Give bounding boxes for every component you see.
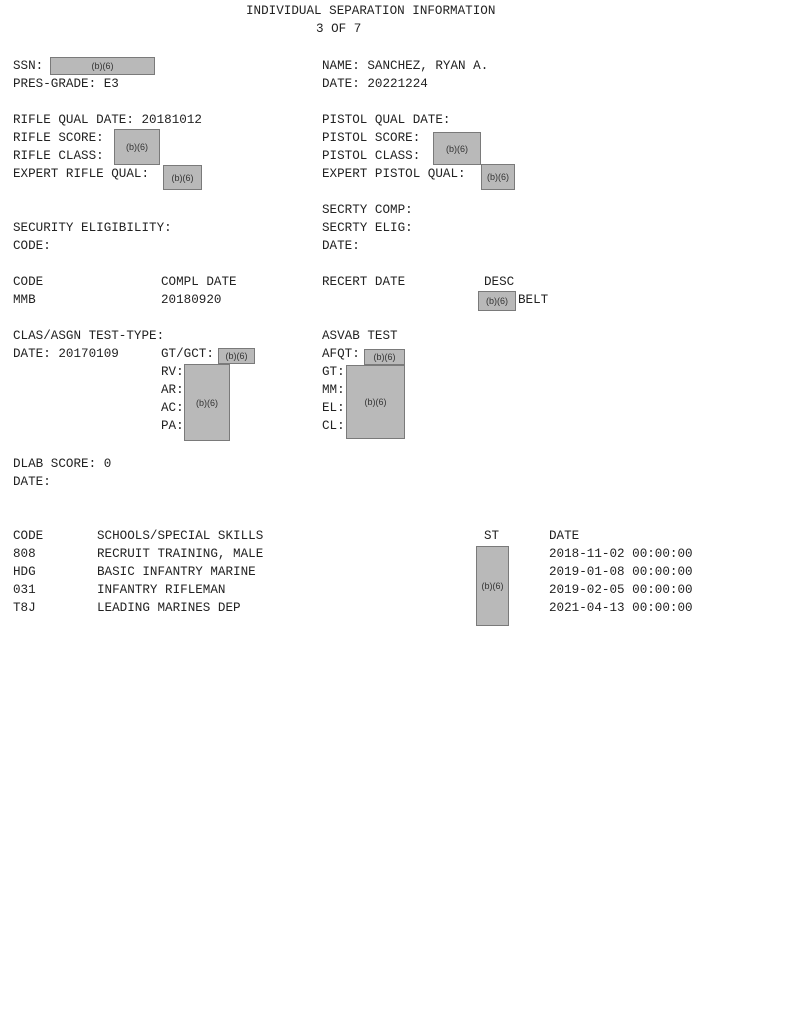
redaction-pistol-score: (b)(6) — [433, 132, 481, 165]
school-skill: RECRUIT TRAINING, MALE — [97, 547, 264, 561]
cl-label: CL: — [322, 419, 345, 433]
ma-code: MMB — [13, 293, 36, 307]
pa-label: PA: — [161, 419, 184, 433]
redaction-gt-gct: (b)(6) — [218, 348, 255, 364]
rifle-qual-date: RIFLE QUAL DATE: 20181012 — [13, 113, 202, 127]
dlab-date: DATE: — [13, 475, 51, 489]
el-label: EL: — [322, 401, 345, 415]
page-indicator: 3 OF 7 — [316, 22, 362, 36]
school-skill: INFANTRY RIFLEMAN — [97, 583, 226, 597]
school-code: HDG — [13, 565, 36, 579]
school-date: 2018-11-02 00:00:00 — [549, 547, 693, 561]
redaction-afqt: (b)(6) — [364, 349, 405, 365]
security-date-label: DATE: — [322, 239, 360, 253]
redaction-st-column: (b)(6) — [476, 546, 509, 626]
mm-label: MM: — [322, 383, 345, 397]
redaction-ssn: (b)(6) — [50, 57, 155, 75]
school-code: 031 — [13, 583, 36, 597]
ma-header-code: CODE — [13, 275, 44, 289]
ma-header-desc: DESC — [484, 275, 515, 289]
redaction-rifle-score: (b)(6) — [114, 129, 160, 165]
school-date: 2019-01-08 00:00:00 — [549, 565, 693, 579]
pistol-class-label: PISTOL CLASS: — [322, 149, 421, 163]
pres-grade: PRES-GRADE: E3 — [13, 77, 119, 91]
security-eligibility-label: SECURITY ELIGIBILITY: — [13, 221, 172, 235]
gt-gct-label: GT/GCT: — [161, 347, 214, 361]
rifle-score-label: RIFLE SCORE: — [13, 131, 104, 145]
ar-label: AR: — [161, 383, 184, 397]
redaction-clas-scores: (b)(6) — [184, 364, 230, 441]
school-skill: BASIC INFANTRY MARINE — [97, 565, 256, 579]
schools-header-st: ST — [484, 529, 500, 543]
ma-header-recert-date: RECERT DATE — [322, 275, 406, 289]
ac-label: AC: — [161, 401, 184, 415]
afqt-label: AFQT: — [322, 347, 360, 361]
school-date: 2021-04-13 00:00:00 — [549, 601, 693, 615]
test-date: DATE: 20170109 — [13, 347, 119, 361]
school-date: 2019-02-05 00:00:00 — [549, 583, 693, 597]
report-date: DATE: 20221224 — [322, 77, 428, 91]
secrty-elig-label: SECRTY ELIG: — [322, 221, 413, 235]
document-title: INDIVIDUAL SEPARATION INFORMATION — [246, 4, 496, 18]
schools-header-date: DATE — [549, 529, 580, 543]
pistol-qual-date: PISTOL QUAL DATE: — [322, 113, 451, 127]
security-code-label: CODE: — [13, 239, 51, 253]
redaction-belt: (b)(6) — [478, 291, 516, 311]
school-code: 808 — [13, 547, 36, 561]
dlab-score: DLAB SCORE: 0 — [13, 457, 112, 471]
schools-header-code: CODE — [13, 529, 44, 543]
school-code: T8J — [13, 601, 36, 615]
asvab-test-label: ASVAB TEST — [322, 329, 398, 343]
rifle-class-label: RIFLE CLASS: — [13, 149, 104, 163]
redaction-asvab-scores: (b)(6) — [346, 365, 405, 439]
redaction-expert-pistol: (b)(6) — [481, 164, 515, 190]
ma-desc-belt: BELT — [518, 293, 549, 307]
pistol-score-label: PISTOL SCORE: — [322, 131, 421, 145]
redaction-expert-rifle: (b)(6) — [163, 165, 202, 190]
expert-rifle-qual-label: EXPERT RIFLE QUAL: — [13, 167, 150, 181]
ma-compl-date: 20180920 — [161, 293, 222, 307]
ma-header-compl-date: COMPL DATE — [161, 275, 237, 289]
schools-header-skill: SCHOOLS/SPECIAL SKILLS — [97, 529, 264, 543]
ssn-label: SSN: — [13, 59, 44, 73]
asvab-gt-label: GT: — [322, 365, 345, 379]
expert-pistol-qual-label: EXPERT PISTOL QUAL: — [322, 167, 466, 181]
school-skill: LEADING MARINES DEP — [97, 601, 241, 615]
clas-asgn-test-label: CLAS/ASGN TEST-TYPE: — [13, 329, 165, 343]
rv-label: RV: — [161, 365, 184, 379]
secrty-comp-label: SECRTY COMP: — [322, 203, 413, 217]
member-name: NAME: SANCHEZ, RYAN A. — [322, 59, 489, 73]
